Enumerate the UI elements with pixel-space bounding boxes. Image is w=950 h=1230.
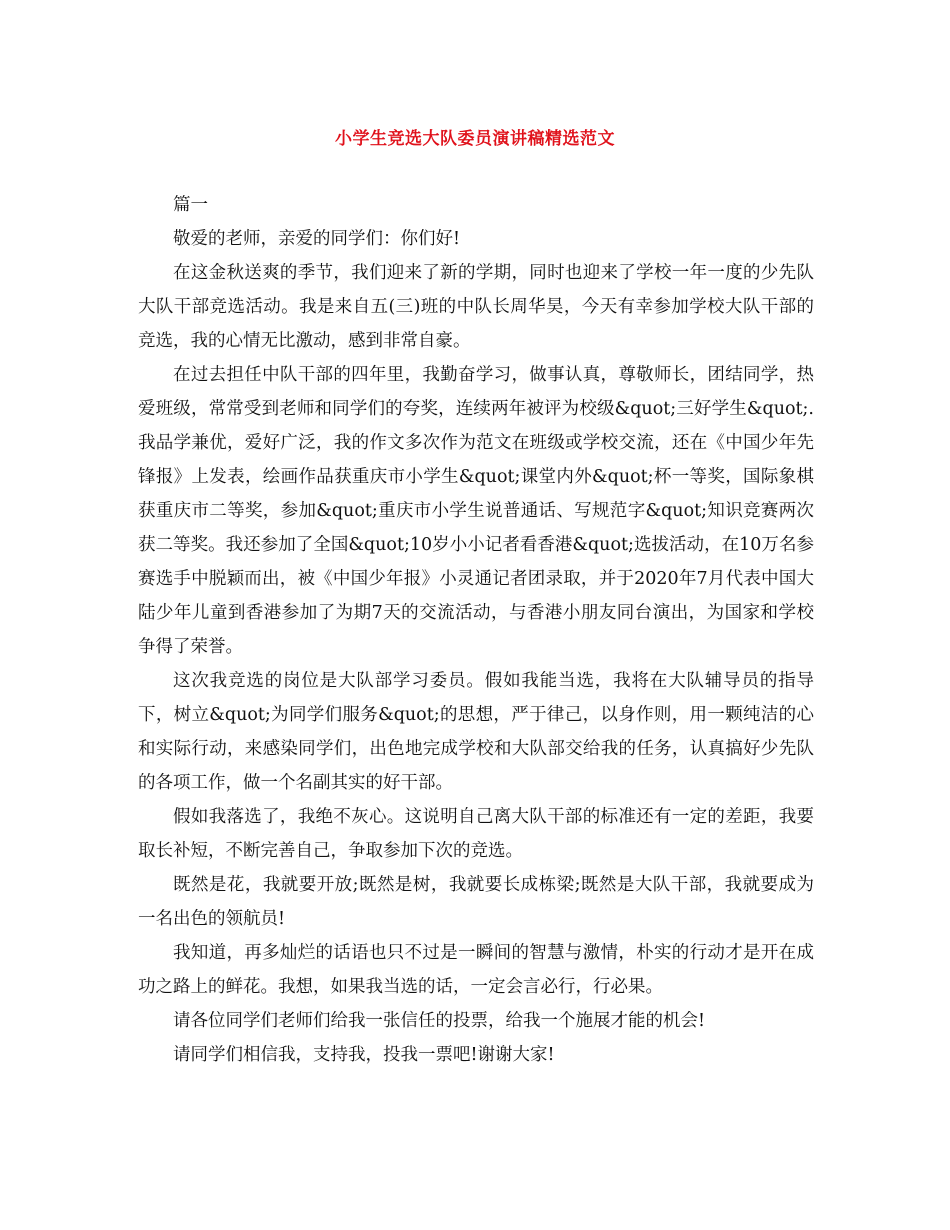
paragraph-if-lose: 假如我落选了，我绝不灰心。这说明自己离大队干部的标准还有一定的差距，我要取长补短，不断完善自己，争取参加下次的竞选。	[138, 807, 814, 861]
paragraph-metaphor: 既然是花，我就要开放;既然是树，我就要长成栋梁;既然是大队干部，我就要成为一名出色的领航员!	[138, 875, 814, 929]
section-heading: 篇一	[173, 195, 208, 215]
paragraph-achievements: 在过去担任中队干部的四年里，我勤奋学习，做事认真，尊敬师长，团结同学，热爱班级，常常受到老师和同学们的夸奖，连续两年被评为校级&quot;三好学生&quot;.我品学兼优，爱好广泛，我的作文多次作为范文在班级或学校交流，还在《中国少年先锋报》上发表，绘画作品获重庆市小学生&quot;课堂内外&quot;杯一等奖，国际象棋获重庆市二等奖，参加&quot;重庆市小学生说普通话、写规范字&quot;知识竞赛两次获二等奖。我还参加了全国&quot;10岁小小记者看香港&quot;选拔活动，在10万名参赛选手中脱颖而出，被《中国少年报》小灵通记者团录取，并于2020年7月代表中国大陆少年儿童到香港参加了为期7天的交流活动，与香港小朋友同台演出，为国家和学校争得了荣誉。	[138, 365, 814, 657]
paragraph-greeting: 敬爱的老师，亲爱的同学们：你们好!	[173, 229, 461, 249]
paragraph-action: 我知道，再多灿烂的话语也只不过是一瞬间的智慧与激情，朴实的行动才是开在成功之路上的鲜花。我想，如果我当选的话，一定会言必行，行必果。	[138, 943, 814, 997]
paragraph-position: 这次我竞选的岗位是大队部学习委员。假如我能当选，我将在大队辅导员的指导下，树立&quot;为同学们服务&quot;的思想，严于律己，以身作则，用一颗纯洁的心和实际行动，来感染同学们，出色地完成学校和大队部交给我的任务，认真搞好少先队的各项工作，做一个名副其实的好干部。	[138, 671, 814, 793]
paragraph-closing: 请同学们相信我，支持我，投我一票吧!谢谢大家!	[173, 1045, 555, 1065]
paragraph-request: 请各位同学们老师们给我一张信任的投票，给我一个施展才能的机会!	[173, 1011, 706, 1031]
document-title: 小学生竞选大队委员演讲稿精选范文	[335, 129, 615, 149]
document-body	[138, 188, 814, 1072]
paragraph-intro: 在这金秋送爽的季节，我们迎来了新的学期，同时也迎来了学校一年一度的少先队大队干部竞选活动。我是来自五(三)班的中队长周华昊，今天有幸参加学校大队干部的竞选，我的心情无比激动，感到非常自豪。	[138, 263, 814, 351]
